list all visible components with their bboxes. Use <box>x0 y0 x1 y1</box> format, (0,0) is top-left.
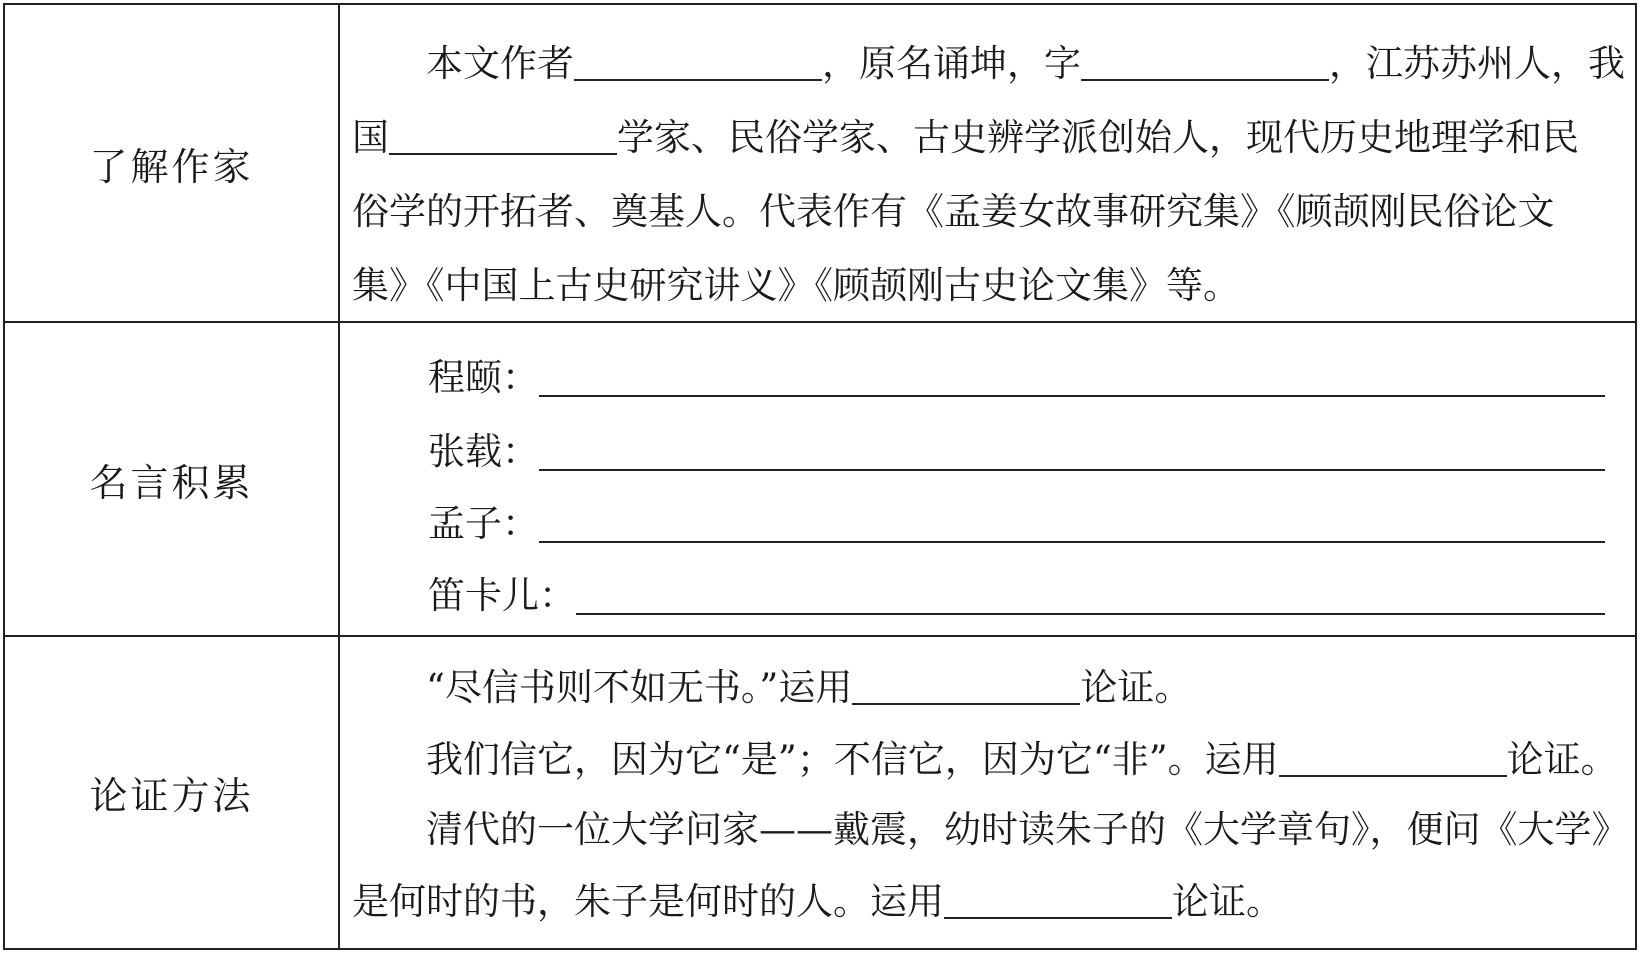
author-line-1 <box>352 33 1625 87</box>
author-name-blank[interactable] <box>574 40 822 81</box>
quote-blank-zhangzai[interactable] <box>539 432 1605 471</box>
author-line-3 <box>352 181 1619 235</box>
methods-row-label: 论证方法 <box>5 637 340 948</box>
quote-line-mengzi <box>428 493 1605 547</box>
author-row-content <box>340 5 1635 321</box>
method-line-4 <box>352 871 1619 925</box>
method-line-1-text-a: “尽信书则不如无书。”运用 <box>426 666 853 709</box>
method-line-3-text: 清代的一位大学问家——戴震，幼时读朱子的《大学章句》，便问《大学》 <box>426 808 1629 851</box>
author-line-3-text: 俗学的开拓者、奠基人。代表作有《孟姜女故事研究集》《顾颉刚民俗论文 <box>352 190 1555 233</box>
quote-line-descartes <box>428 565 1605 619</box>
quote-label-descartes: 笛卡儿： <box>428 574 576 617</box>
methods-row <box>5 637 1635 948</box>
methods-row-content <box>340 637 1635 948</box>
author-line-2-text-a: 国 <box>352 116 389 159</box>
method-blank-3[interactable] <box>944 878 1172 919</box>
author-line-4 <box>352 255 1619 309</box>
author-line-4-text: 集》《中国上古史研究讲义》《顾颉刚古史论文集》等。 <box>352 264 1240 307</box>
method-line-2-text-b: 论证。 <box>1506 738 1618 781</box>
quote-label-chengyi: 程颐： <box>428 356 539 399</box>
method-line-1-text-b: 论证。 <box>1080 666 1192 709</box>
method-line-2-text-a: 我们信它，因为它“是”；不信它，因为它“非”。运用 <box>426 738 1279 781</box>
author-courtesy-name-blank[interactable] <box>1081 40 1329 81</box>
author-row-label: 了解作家 <box>5 5 340 321</box>
author-line-2 <box>352 107 1619 161</box>
quotes-row-content <box>340 323 1635 635</box>
quote-line-zhangzai <box>428 421 1605 475</box>
quote-blank-chengyi[interactable] <box>539 358 1605 397</box>
author-row <box>5 5 1635 323</box>
quote-line-chengyi <box>428 347 1605 401</box>
quotes-row <box>5 323 1635 637</box>
method-line-3 <box>352 799 1629 853</box>
method-line-4-text-b: 论证。 <box>1172 880 1283 923</box>
author-line-1-text-a: 本文作者 <box>426 42 574 85</box>
method-line-4-text-a: 是何时的书，朱子是何时的人。运用 <box>352 880 944 923</box>
author-line-1-text-c: ，江苏苏州人，我 <box>1329 42 1625 85</box>
worksheet-table <box>3 3 1637 950</box>
quote-blank-mengzi[interactable] <box>539 504 1605 543</box>
method-blank-1[interactable] <box>852 664 1080 705</box>
author-line-2-text-b: 学家、民俗学家、古史辨学派创始人，现代历史地理学和民 <box>617 116 1579 159</box>
author-line-1-text-b: ，原名诵坤，字 <box>822 42 1081 85</box>
method-line-2 <box>352 729 1619 783</box>
quotes-row-label: 名言积累 <box>5 323 340 635</box>
quote-label-zhangzai: 张载： <box>428 430 539 473</box>
author-field-blank[interactable] <box>389 114 617 155</box>
quote-blank-descartes[interactable] <box>576 576 1605 615</box>
method-line-1 <box>352 657 1619 711</box>
quote-label-mengzi: 孟子： <box>428 502 539 545</box>
method-blank-2[interactable] <box>1279 736 1507 777</box>
